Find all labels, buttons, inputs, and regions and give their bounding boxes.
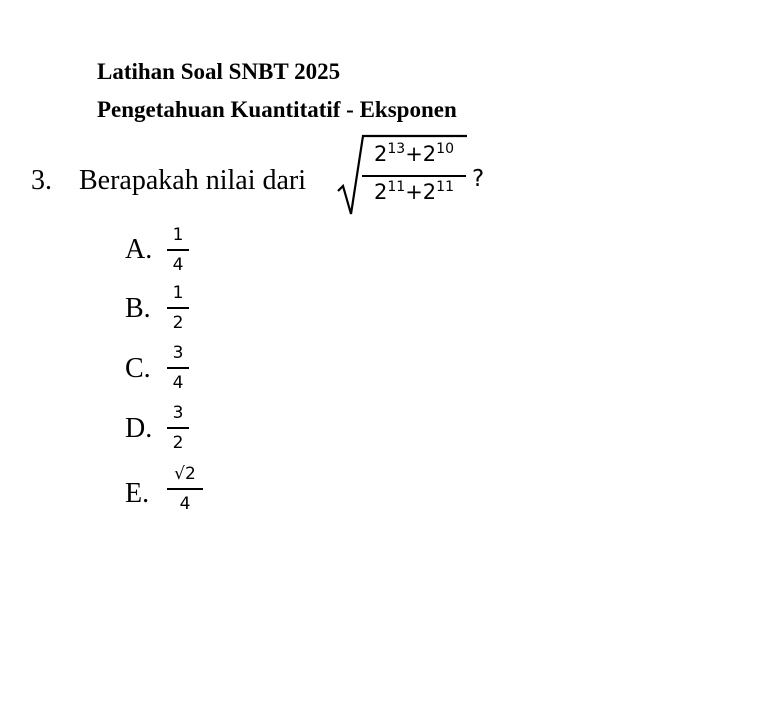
- option-fraction: [167, 466, 203, 513]
- option-denominator: 2: [172, 313, 184, 333]
- option-fraction-bar: [167, 427, 189, 429]
- option-denominator: 4: [172, 255, 184, 275]
- option-e[interactable]: [0, 464, 400, 524]
- option-fraction: [167, 227, 189, 274]
- option-letter: A.: [125, 234, 153, 265]
- option-b[interactable]: [0, 284, 400, 344]
- option-numerator: 3: [172, 343, 184, 363]
- option-denominator: 4: [172, 373, 184, 393]
- document-subtitle: Pengetahuan Kuantitatif - Eksponen: [97, 97, 457, 122]
- den-exponent-1: 11: [387, 179, 406, 195]
- fraction-denominator: [362, 179, 466, 204]
- option-denominator: 4: [179, 494, 191, 514]
- option-numerator: 1: [172, 225, 184, 245]
- option-fraction: [167, 405, 189, 452]
- option-numerator: √2: [174, 464, 196, 484]
- option-d[interactable]: [0, 404, 400, 464]
- num-base-2: 2: [422, 142, 437, 166]
- num-exponent-2: 10: [436, 141, 454, 157]
- num-exponent-1: 13: [387, 141, 406, 157]
- option-fraction-bar: [167, 307, 189, 309]
- option-letter: E.: [125, 478, 150, 509]
- option-fraction: [167, 285, 189, 332]
- option-a[interactable]: [0, 224, 400, 284]
- option-c[interactable]: [0, 344, 400, 404]
- option-fraction: [167, 345, 189, 392]
- den-base-2: 2: [422, 180, 437, 204]
- num-base-1: 2: [373, 142, 388, 166]
- den-base-1: 2: [373, 180, 388, 204]
- option-numerator: 1: [172, 283, 184, 303]
- question-fraction: [362, 141, 466, 204]
- option-denominator: 2: [172, 433, 184, 453]
- option-letter: C.: [125, 353, 151, 384]
- option-fraction-bar: [167, 367, 189, 369]
- question-mark: ?: [472, 166, 485, 192]
- question-number: 3.: [31, 165, 52, 196]
- den-operator: +: [405, 180, 423, 204]
- option-numerator: 3: [172, 403, 184, 423]
- den-exponent-2: 11: [436, 179, 454, 195]
- option-fraction-bar: [167, 488, 203, 490]
- option-letter: D.: [125, 413, 153, 444]
- option-fraction-bar: [167, 249, 189, 251]
- fraction-bar: [362, 175, 466, 177]
- question-text: Berapakah nilai dari: [79, 165, 307, 196]
- fraction-numerator: [362, 141, 466, 171]
- num-operator: +: [405, 142, 423, 166]
- document-title: Latihan Soal SNBT 2025: [97, 59, 341, 84]
- option-letter: B.: [125, 293, 151, 324]
